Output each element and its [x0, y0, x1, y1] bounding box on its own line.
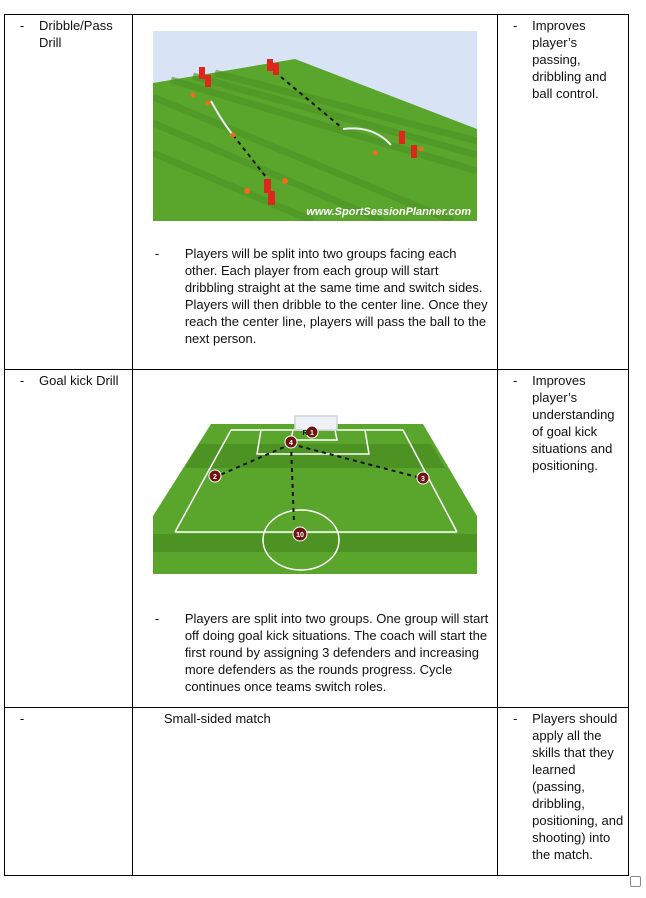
- player-number: 2: [212, 474, 217, 481]
- player-number: 10: [295, 532, 304, 539]
- drill-detail-cell: R 1 4 2 3 10 - Players are split into two groups. One group will start off doing goal kick situations. The coach will start the first round by assigning 3 defenders and increasing more defenders as the rounds progress. Cycle continues once teams switch roles.: [132, 370, 497, 708]
- activity-name: Small-sided match: [163, 711, 271, 726]
- player-number: 4: [288, 440, 293, 447]
- table-resize-handle-icon[interactable]: [630, 876, 641, 887]
- session-plan-table: [4, 14, 629, 876]
- benefit-cell: - Improves player’s understanding of goal kick situations and positioning.: [498, 370, 629, 708]
- benefit-cell: - Players should apply all the skills that they learned (passing, dribbling, positioning, and shooting) into the match.: [498, 708, 629, 876]
- drill-name-cell: - Dribble/Pass Drill: [5, 15, 133, 370]
- drill-detail-cell: www.SportSessionPlanner.com - Players will be split into two groups facing each other. Each player from each group will start dribbling straight at the same time and switch sides. Players will then dribble to the center line. Once they reach the center line, players will pass the ball to the next person.: [132, 15, 497, 370]
- dribble-pass-diagram: [153, 31, 477, 221]
- drill-benefit: Players should apply all the skills that they learned (passing, dribbling, positioning, and shooting) into the match.: [532, 711, 624, 862]
- player-number: 3: [420, 476, 425, 483]
- referee-label: R: [302, 430, 308, 437]
- drill-benefit: Improves player’s understanding of goal kick situations and positioning.: [532, 373, 615, 473]
- drill-name-cell: -: [5, 708, 133, 876]
- table-row: [5, 370, 629, 708]
- player-number: 1: [309, 430, 314, 437]
- image-watermark: www.SportSessionPlanner.com: [306, 206, 471, 218]
- drill-benefit: Improves player’s passing, dribbling and ball control.: [532, 18, 607, 101]
- drill-description: Players are split into two groups. One group will start off doing goal kick situations. The coach will start the first round by assigning 3 defenders and increasing more defenders as the rounds progress. Cycle continues once teams switch roles.: [184, 611, 489, 694]
- activity-cell: [132, 708, 497, 876]
- goal-kick-diagram: [153, 384, 477, 574]
- drill-description: Players will be split into two groups facing each other. Each player from each group will start dribbling straight at the same time and switch sides. Players will then dribble to the center line. Once they reach the center line, players will pass the ball to the next person.: [184, 246, 488, 346]
- drill-name: Dribble/Pass Drill: [39, 18, 113, 50]
- benefit-cell: - Improves player’s passing, dribbling and ball control.: [498, 15, 629, 370]
- drill-name: Goal kick Drill: [39, 373, 119, 388]
- table-row: [5, 15, 629, 370]
- drill-name-cell: - Goal kick Drill: [5, 370, 133, 708]
- table-row: [5, 708, 629, 876]
